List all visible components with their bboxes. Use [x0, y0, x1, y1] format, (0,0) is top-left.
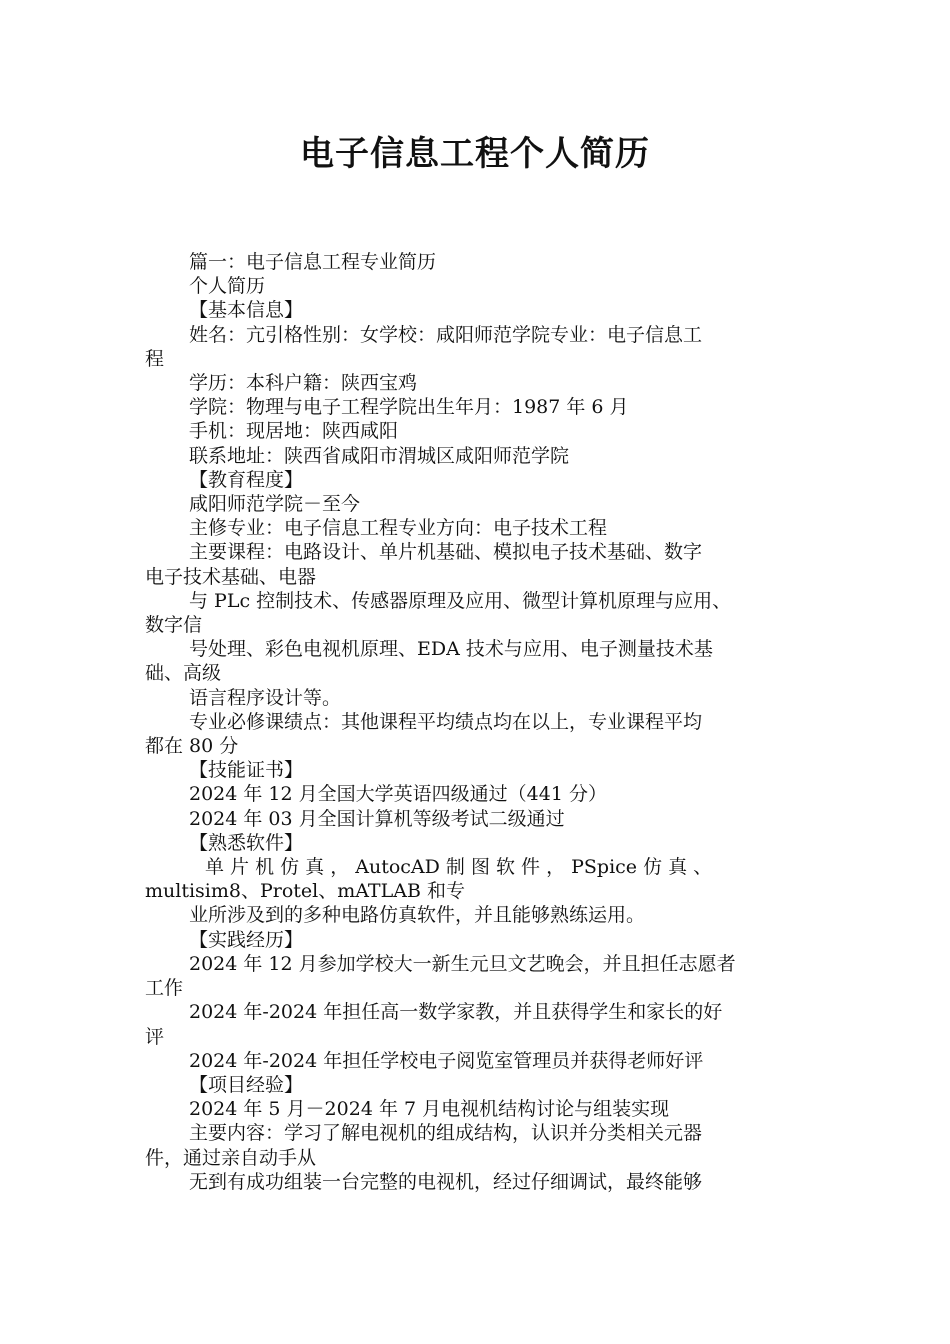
- text-line: 语言程序设计等。: [189, 686, 342, 709]
- text-line: 咸阳师范学院－至今: [189, 493, 361, 516]
- text-line: 主修专业：电子信息工程专业方向：电子技术工程: [189, 517, 608, 540]
- text-line: 工作: [145, 977, 184, 1000]
- text-line: 2024 年 12 月全国大学英语四级通过（441 分）: [189, 783, 607, 806]
- text-line: 2024 年-2024 年担任高一数学家教，并且获得学生和家长的好: [189, 1001, 723, 1024]
- text-line: 个人简历: [189, 275, 266, 298]
- text-line: 主要课程：电路设计、单片机基础、模拟电子技术基础、数字: [189, 541, 703, 564]
- text-line: 【熟悉软件】: [189, 831, 304, 854]
- text-line: 2024 年 12 月参加学校大一新生元旦文艺晚会，并且担任志愿者: [189, 952, 736, 975]
- text-line: 2024 年-2024 年担任学校电子阅览室管理员并获得老师好评: [189, 1049, 704, 1072]
- text-line: 2024 年 03 月全国计算机等级考试二级通过: [189, 807, 565, 830]
- text-line: 【教育程度】: [189, 468, 304, 491]
- text-line: 【基本信息】: [189, 299, 304, 322]
- text-line: 专业必修课绩点：其他课程平均绩点均在以上，专业课程平均: [189, 710, 703, 733]
- text-line: 学院：物理与电子工程学院出生年月：1987 年 6 月: [189, 396, 629, 419]
- text-line: 单 片 机 仿 真 ， AutocAD 制 图 软 件 ， PSpice 仿 真 、: [205, 856, 713, 879]
- text-line: 程: [145, 347, 165, 370]
- text-line: 篇一：电子信息工程专业简历: [189, 251, 437, 273]
- text-line: 无到有成功组装一台完整的电视机，经过仔细调试，最终能够: [189, 1170, 703, 1193]
- document-title: 电子信息工程个人简历: [300, 134, 650, 174]
- text-line: 都在 80 分: [145, 735, 239, 758]
- text-line: 评: [145, 1025, 165, 1048]
- text-line: 主要内容：学习了解电视机的组成结构，认识并分类相关元器: [189, 1122, 703, 1145]
- text-line: 学历：本科户籍：陕西宝鸡: [189, 372, 418, 395]
- text-line: multisim8、Protel、mATLAB 和专: [145, 880, 465, 903]
- text-line: 与 PLc 控制技术、传感器原理及应用、微型计算机原理与应用、: [189, 589, 732, 612]
- text-line: 电子技术基础、电器: [145, 565, 317, 588]
- document-body: [145, 250, 810, 1194]
- text-line: 2024 年 5 月－2024 年 7 月电视机结构讨论与组装实现: [189, 1098, 670, 1121]
- text-line: 件，通过亲自动手从: [145, 1146, 317, 1169]
- text-line: 数字信: [145, 614, 203, 637]
- text-line: 手机：现居地：陕西咸阳: [189, 420, 399, 443]
- text-line: 【项目经验】: [189, 1073, 304, 1096]
- text-line: 联系地址：陕西省咸阳市渭城区咸阳师范学院: [189, 444, 570, 467]
- text-line: 姓名：亢引格性别：女学校：咸阳师范学院专业：电子信息工: [189, 323, 703, 346]
- text-line: 业所涉及到的多种电路仿真软件，并且能够熟练运用。: [189, 904, 646, 927]
- text-line: 【技能证书】: [189, 759, 304, 782]
- text-line: 础、高级: [145, 662, 222, 685]
- text-line: 【实践经历】: [189, 928, 304, 951]
- text-line: 号处理、彩色电视机原理、EDA 技术与应用、电子测量技术基: [189, 638, 713, 661]
